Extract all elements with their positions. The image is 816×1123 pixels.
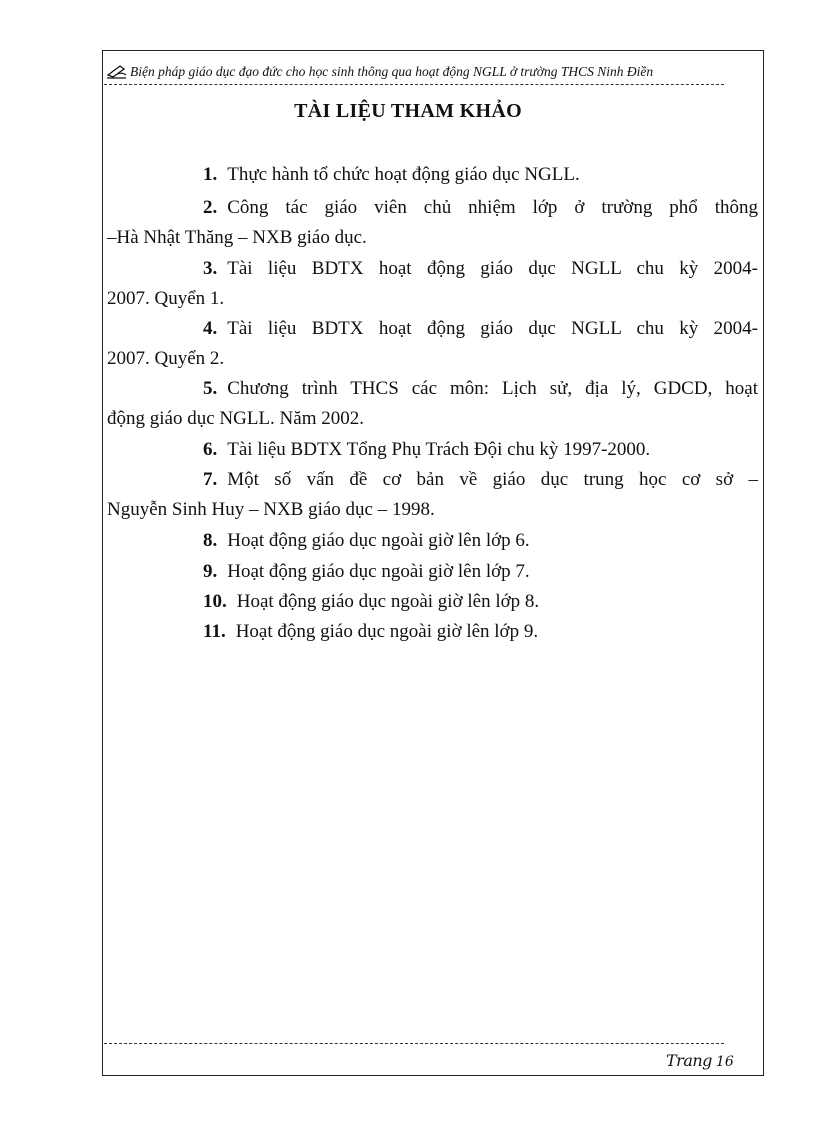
header-divider (104, 84, 724, 85)
reference-item-4: 4. Tài liệu BDTX hoạt động giáo dục NGLL chu kỳ 2004- (203, 318, 758, 339)
page-title: TÀI LIỆU THAM KHẢO (294, 100, 522, 122)
reference-item-1: 1. Thực hành tổ chức hoạt động giáo dục NGLL. (203, 164, 580, 185)
running-header (106, 63, 761, 83)
page-footer (666, 1051, 734, 1070)
footer-label: Trang (666, 1051, 712, 1070)
reference-item-7: 7. Một số vấn đề cơ bản về giáo dục trung học cơ sở – (203, 469, 758, 490)
header-text: Biện pháp giáo dục đạo đức cho học sinh thông qua hoạt động NGLL ở trường THCS Ninh Điền (130, 64, 654, 79)
footer-divider (104, 1043, 724, 1044)
reference-item-3: 3. Tài liệu BDTX hoạt động giáo dục NGLL chu kỳ 2004- (203, 258, 758, 279)
reference-item-5: 5. Chương trình THCS các môn: Lịch sử, địa lý, GDCD, hoạt (203, 378, 758, 399)
reference-item-7-cont: Nguyễn Sinh Huy – NXB giáo dục – 1998. (107, 499, 435, 520)
reference-item-11: 11. Hoạt động giáo dục ngoài giờ lên lớp 9. (203, 621, 539, 642)
hand-writing-icon (106, 63, 128, 79)
reference-item-8: 8. Hoạt động giáo dục ngoài giờ lên lớp 6. (203, 530, 530, 551)
reference-item-9: 9. Hoạt động giáo dục ngoài giờ lên lớp 7. (203, 561, 530, 582)
page-number: 16 (715, 1054, 734, 1070)
reference-item-3-cont: 2007. Quyển 1. (107, 288, 225, 309)
reference-item-4-cont: 2007. Quyển 2. (107, 348, 225, 369)
reference-item-2-cont: –Hà Nhật Thăng – NXB giáo dục. (107, 227, 367, 248)
reference-item-6: 6. Tài liệu BDTX Tổng Phụ Trách Đội chu kỳ 1997-2000. (203, 439, 651, 460)
reference-item-2: 2. Công tác giáo viên chủ nhiệm lớp ở trường phổ thông (203, 197, 758, 218)
reference-item-10: 10. Hoạt động giáo dục ngoài giờ lên lớp 8. (203, 591, 540, 612)
reference-item-5-cont: động giáo dục NGLL. Năm 2002. (107, 408, 364, 429)
